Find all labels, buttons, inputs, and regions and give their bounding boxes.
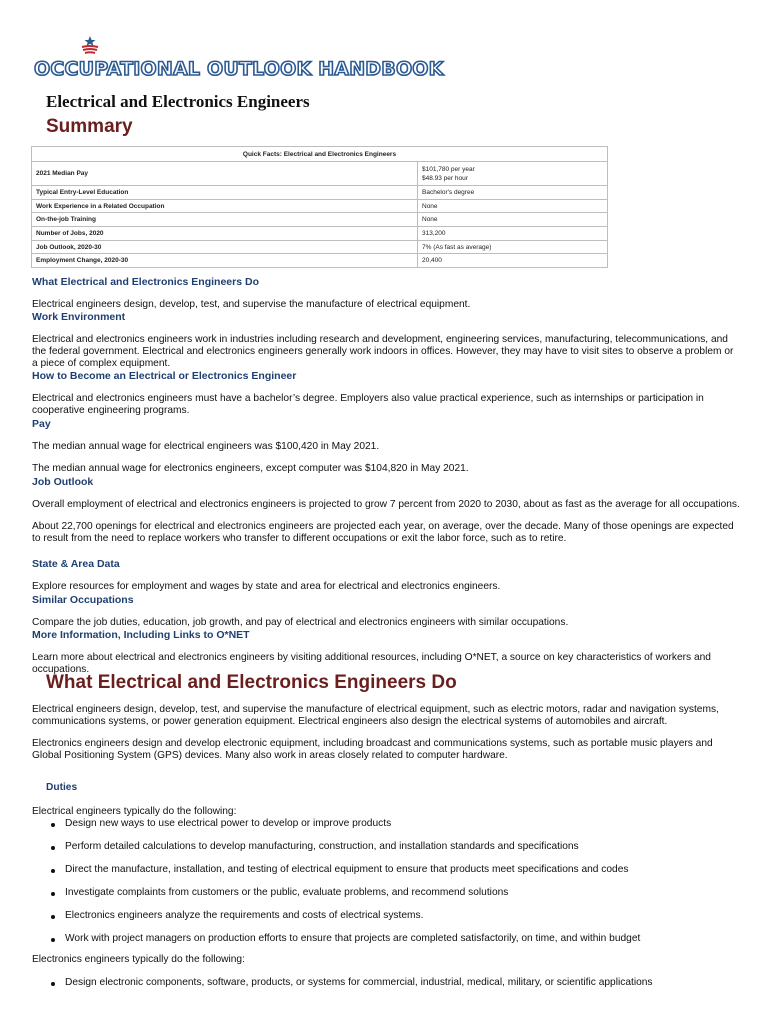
fact-value: None [418, 213, 608, 227]
summary-text: Learn more about electrical and electronics engineers by visiting additional resources, including O*NET, a source on key characteristics of workers and occupations. [32, 652, 711, 675]
fact-value [418, 162, 608, 186]
summary-pay [32, 418, 740, 475]
summary-how-to-become [32, 370, 740, 417]
electrical-duties-list [32, 818, 740, 956]
list-item: Design new ways to use electrical power to develop or improve products [32, 818, 740, 841]
summary-job-outlook [32, 476, 740, 545]
what-they-do-heading: What Electrical and Electronics Engineers Do [46, 672, 457, 693]
handbook-banner[interactable] [34, 36, 444, 82]
fact-label: 2021 Median Pay [32, 162, 418, 186]
summary-text: Electrical and electronics engineers work in industries including research and development, engineering services, manufacturing, telecommunications, and the federal government. Electrical and electronics engineers generally work indoors in offices. However, they may have to visit sites to observe a problem or a piece of complex equipment. [32, 334, 734, 369]
summary-link-job-outlook[interactable]: Job Outlook [32, 476, 94, 488]
table-row [32, 227, 608, 241]
summary-link-more-info[interactable]: More Information, Including Links to O*NET [32, 629, 250, 641]
electronics-duties-list [32, 977, 740, 988]
list-intro: Electronics engineers typically do the following: [32, 954, 245, 965]
quick-facts-caption-row [32, 147, 608, 162]
fact-value: 313,200 [418, 227, 608, 241]
table-row [32, 254, 608, 268]
fact-label: Job Outlook, 2020-30 [32, 240, 418, 254]
summary-text: About 22,700 openings for electrical and electronics engineers are projected each year, on average, over the decade. Many of those openings are expected to result from the need to replace workers who transfer to different occupations or exit the labor force, such as to retire. [32, 521, 734, 544]
summary-link-work-environment[interactable]: Work Environment [32, 311, 126, 323]
fact-value: 7% (As fast as average) [418, 240, 608, 254]
handbook-wordmark: OCCUPATIONAL OUTLOOK HANDBOOK [34, 58, 444, 80]
table-row [32, 186, 608, 200]
median-pay-hourly: $48.93 per hour [422, 174, 468, 182]
fact-label: Typical Entry-Level Education [32, 186, 418, 200]
summary-text: Overall employment of electrical and electronics engineers is projected to grow 7 percent from 2020 to 2030, about as fast as the average for all occupations. [32, 499, 740, 510]
fact-label: Number of Jobs, 2020 [32, 227, 418, 241]
median-pay-annual: $101,780 per year [422, 165, 475, 173]
summary-state-area [32, 558, 740, 593]
what-they-do-body [32, 704, 740, 762]
summary-text: The median annual wage for electrical engineers was $100,420 in May 2021. [32, 441, 380, 452]
table-row [32, 199, 608, 213]
summary-text: The median annual wage for electronics engineers, except computer was $104,820 in May 2021. [32, 463, 469, 474]
summary-text: Electrical and electronics engineers must have a bachelor’s degree. Employers also value practical experience, such as internships or participation in cooperative engineering programs. [32, 393, 704, 416]
summary-link-what-they-do[interactable]: What Electrical and Electronics Engineers Do [32, 276, 259, 288]
list-item: Investigate complaints from customers or the public, evaluate problems, and recommend solutions [32, 887, 740, 910]
list-item: Perform detailed calculations to develop manufacturing, construction, and installation standards and specifications [32, 841, 740, 864]
summary-heading: Summary [46, 116, 133, 137]
list-item: Electronics engineers analyze the requirements and costs of electrical systems. [32, 910, 740, 933]
table-row [32, 240, 608, 254]
summary-what-they-do [32, 276, 740, 311]
fact-label: Employment Change, 2020-30 [32, 254, 418, 268]
page-title: Electrical and Electronics Engineers [46, 92, 310, 111]
body-paragraph: Electronics engineers design and develop electronic equipment, including broadcast and communications systems, such as portable music players and Global Positioning System (GPS) devices. Many also work in areas closely related to computer hardware. [32, 738, 713, 761]
duties-heading: Duties [46, 782, 78, 793]
electrical-intro [32, 806, 740, 818]
table-row [32, 213, 608, 227]
quick-facts-caption: Quick Facts: Electrical and Electronics Engineers [32, 147, 608, 162]
summary-link-pay[interactable]: Pay [32, 418, 51, 430]
electronics-intro [32, 954, 740, 966]
fact-value: Bachelor's degree [418, 186, 608, 200]
summary-link-how-to-become[interactable]: How to Become an Electrical or Electronics Engineer [32, 370, 297, 382]
list-item: Work with project managers on production efforts to ensure that projects are completed satisfactorily, on time, and within budget [32, 933, 740, 956]
list-item: Direct the manufacture, installation, and testing of electrical equipment to ensure that products meet specifications and codes [32, 864, 740, 887]
summary-text: Electrical engineers design, develop, test, and supervise the manufacture of electrical equipment. [32, 299, 471, 310]
quick-facts-table [31, 146, 608, 268]
fact-label: On-the-job Training [32, 213, 418, 227]
table-row [32, 162, 608, 186]
summary-more-info [32, 629, 740, 676]
fact-value: None [418, 199, 608, 213]
summary-text: Compare the job duties, education, job growth, and pay of electrical and electronics engineers with similar occupations. [32, 617, 569, 628]
list-intro: Electrical engineers typically do the following: [32, 806, 237, 817]
summary-link-similar[interactable]: Similar Occupations [32, 594, 134, 606]
fact-label: Work Experience in a Related Occupation [32, 199, 418, 213]
flag-star-icon [80, 36, 100, 58]
body-paragraph: Electrical engineers design, develop, test, and supervise the manufacture of electrical equipment, such as electric motors, radar and navigation systems, communications systems, or power generation equipment. Electrical engineers also design the electrical systems of automobiles and aircraft. [32, 704, 719, 727]
summary-link-state-area[interactable]: State & Area Data [32, 558, 120, 570]
summary-work-environment [32, 311, 740, 370]
list-item: Design electronic components, software, products, or systems for commercial, industrial, medical, military, or scientific applications [32, 977, 740, 988]
summary-text: Explore resources for employment and wages by state and area for electrical and electronics engineers. [32, 581, 501, 592]
summary-similar [32, 594, 740, 629]
fact-value: 20,400 [418, 254, 608, 268]
